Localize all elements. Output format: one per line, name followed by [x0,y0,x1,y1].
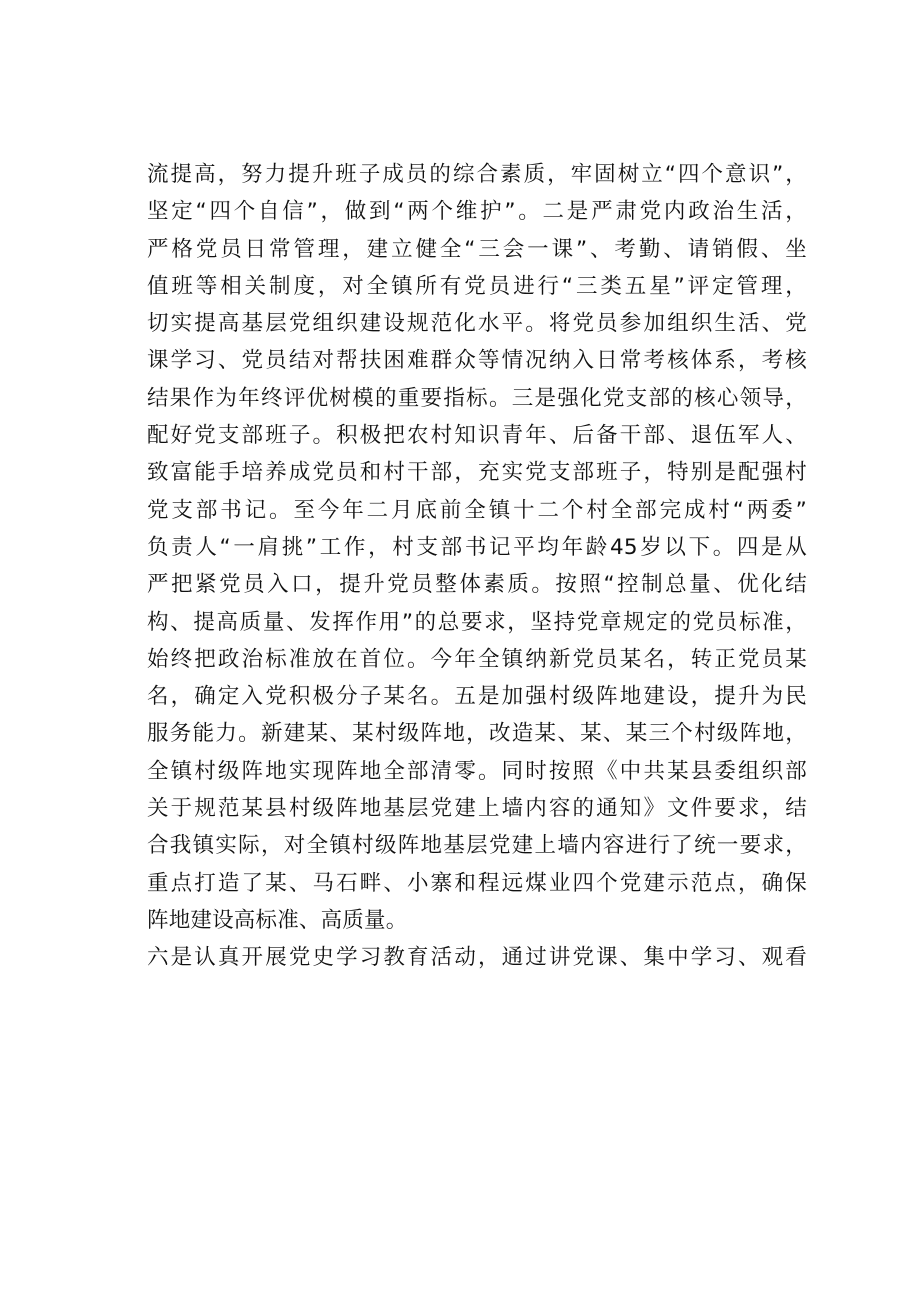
text-line: 课学习、党员结对帮扶困难群众等情况纳入日常考核体系，考核 [147,348,807,374]
text-line: 流提高，努力提升班子成员的综合素质，牢固树立“四个意识”， [147,162,807,187]
paragraph-1 [147,156,807,939]
text-line: 配好党支部班子。积极把农村知识青年、后备干部、退伍军人、 [147,423,807,449]
text-line: 合我镇实际，对全镇村级阵地基层党建上墙内容进行了统一要求， [147,833,807,859]
text-line: 负责人“一肩挑”工作，村支部书记平均年龄45岁以下。四是从 [147,534,807,560]
text-line: 致富能手培养成党员和村干部，充实党支部班子，特别是配强村 [147,460,807,486]
text-line: 服务能力。新建某、某村级阵地，改造某、某、某三个村级阵地， [147,721,807,747]
text-line: 名，确定入党积极分子某名。五是加强村级阵地建设，提升为民 [147,684,807,710]
text-line: 严把紧党员入口，提升党员整体素质。按照“控制总量、优化结 [147,572,807,598]
body-text [147,156,807,977]
text-line: 阵地建设高标准、高质量。 [147,907,408,933]
text-line: 重点打造了某、马石畔、小寨和程远煤业四个党建示范点，确保 [147,870,807,896]
text-line: 构、提高质量、发挥作用”的总要求，坚持党章规定的党员标准， [147,609,807,635]
text-line: 切实提高基层党组织建设规范化水平。将党员参加组织生活、党 [147,311,807,337]
text-line: 坚定“四个自信”，做到“两个维护”。二是严肃党内政治生活， [147,199,807,225]
text-line: 结果作为年终评优树模的重要指标。三是强化党支部的核心领导， [147,385,807,411]
text-line: 全镇村级阵地实现阵地全部清零。同时按照《中共某县委组织部 [147,758,807,784]
text-line: 党支部书记。至今年二月底前全镇十二个村全部完成村“两委” [147,497,807,523]
paragraph-2 [147,939,807,976]
text-line: 六是认真开展党史学习教育活动，通过讲党课、集中学习、观看 [147,945,807,971]
text-line: 严格党员日常管理，建立健全“三会一课”、考勤、请销假、坐 [147,236,807,262]
text-line: 值班等相关制度，对全镇所有党员进行“三类五星”评定管理， [147,273,807,299]
text-line: 始终把政治标准放在首位。今年全镇纳新党员某名，转正党员某 [147,646,807,672]
text-line: 关于规范某县村级阵地基层党建上墙内容的通知》文件要求，结 [147,796,807,822]
